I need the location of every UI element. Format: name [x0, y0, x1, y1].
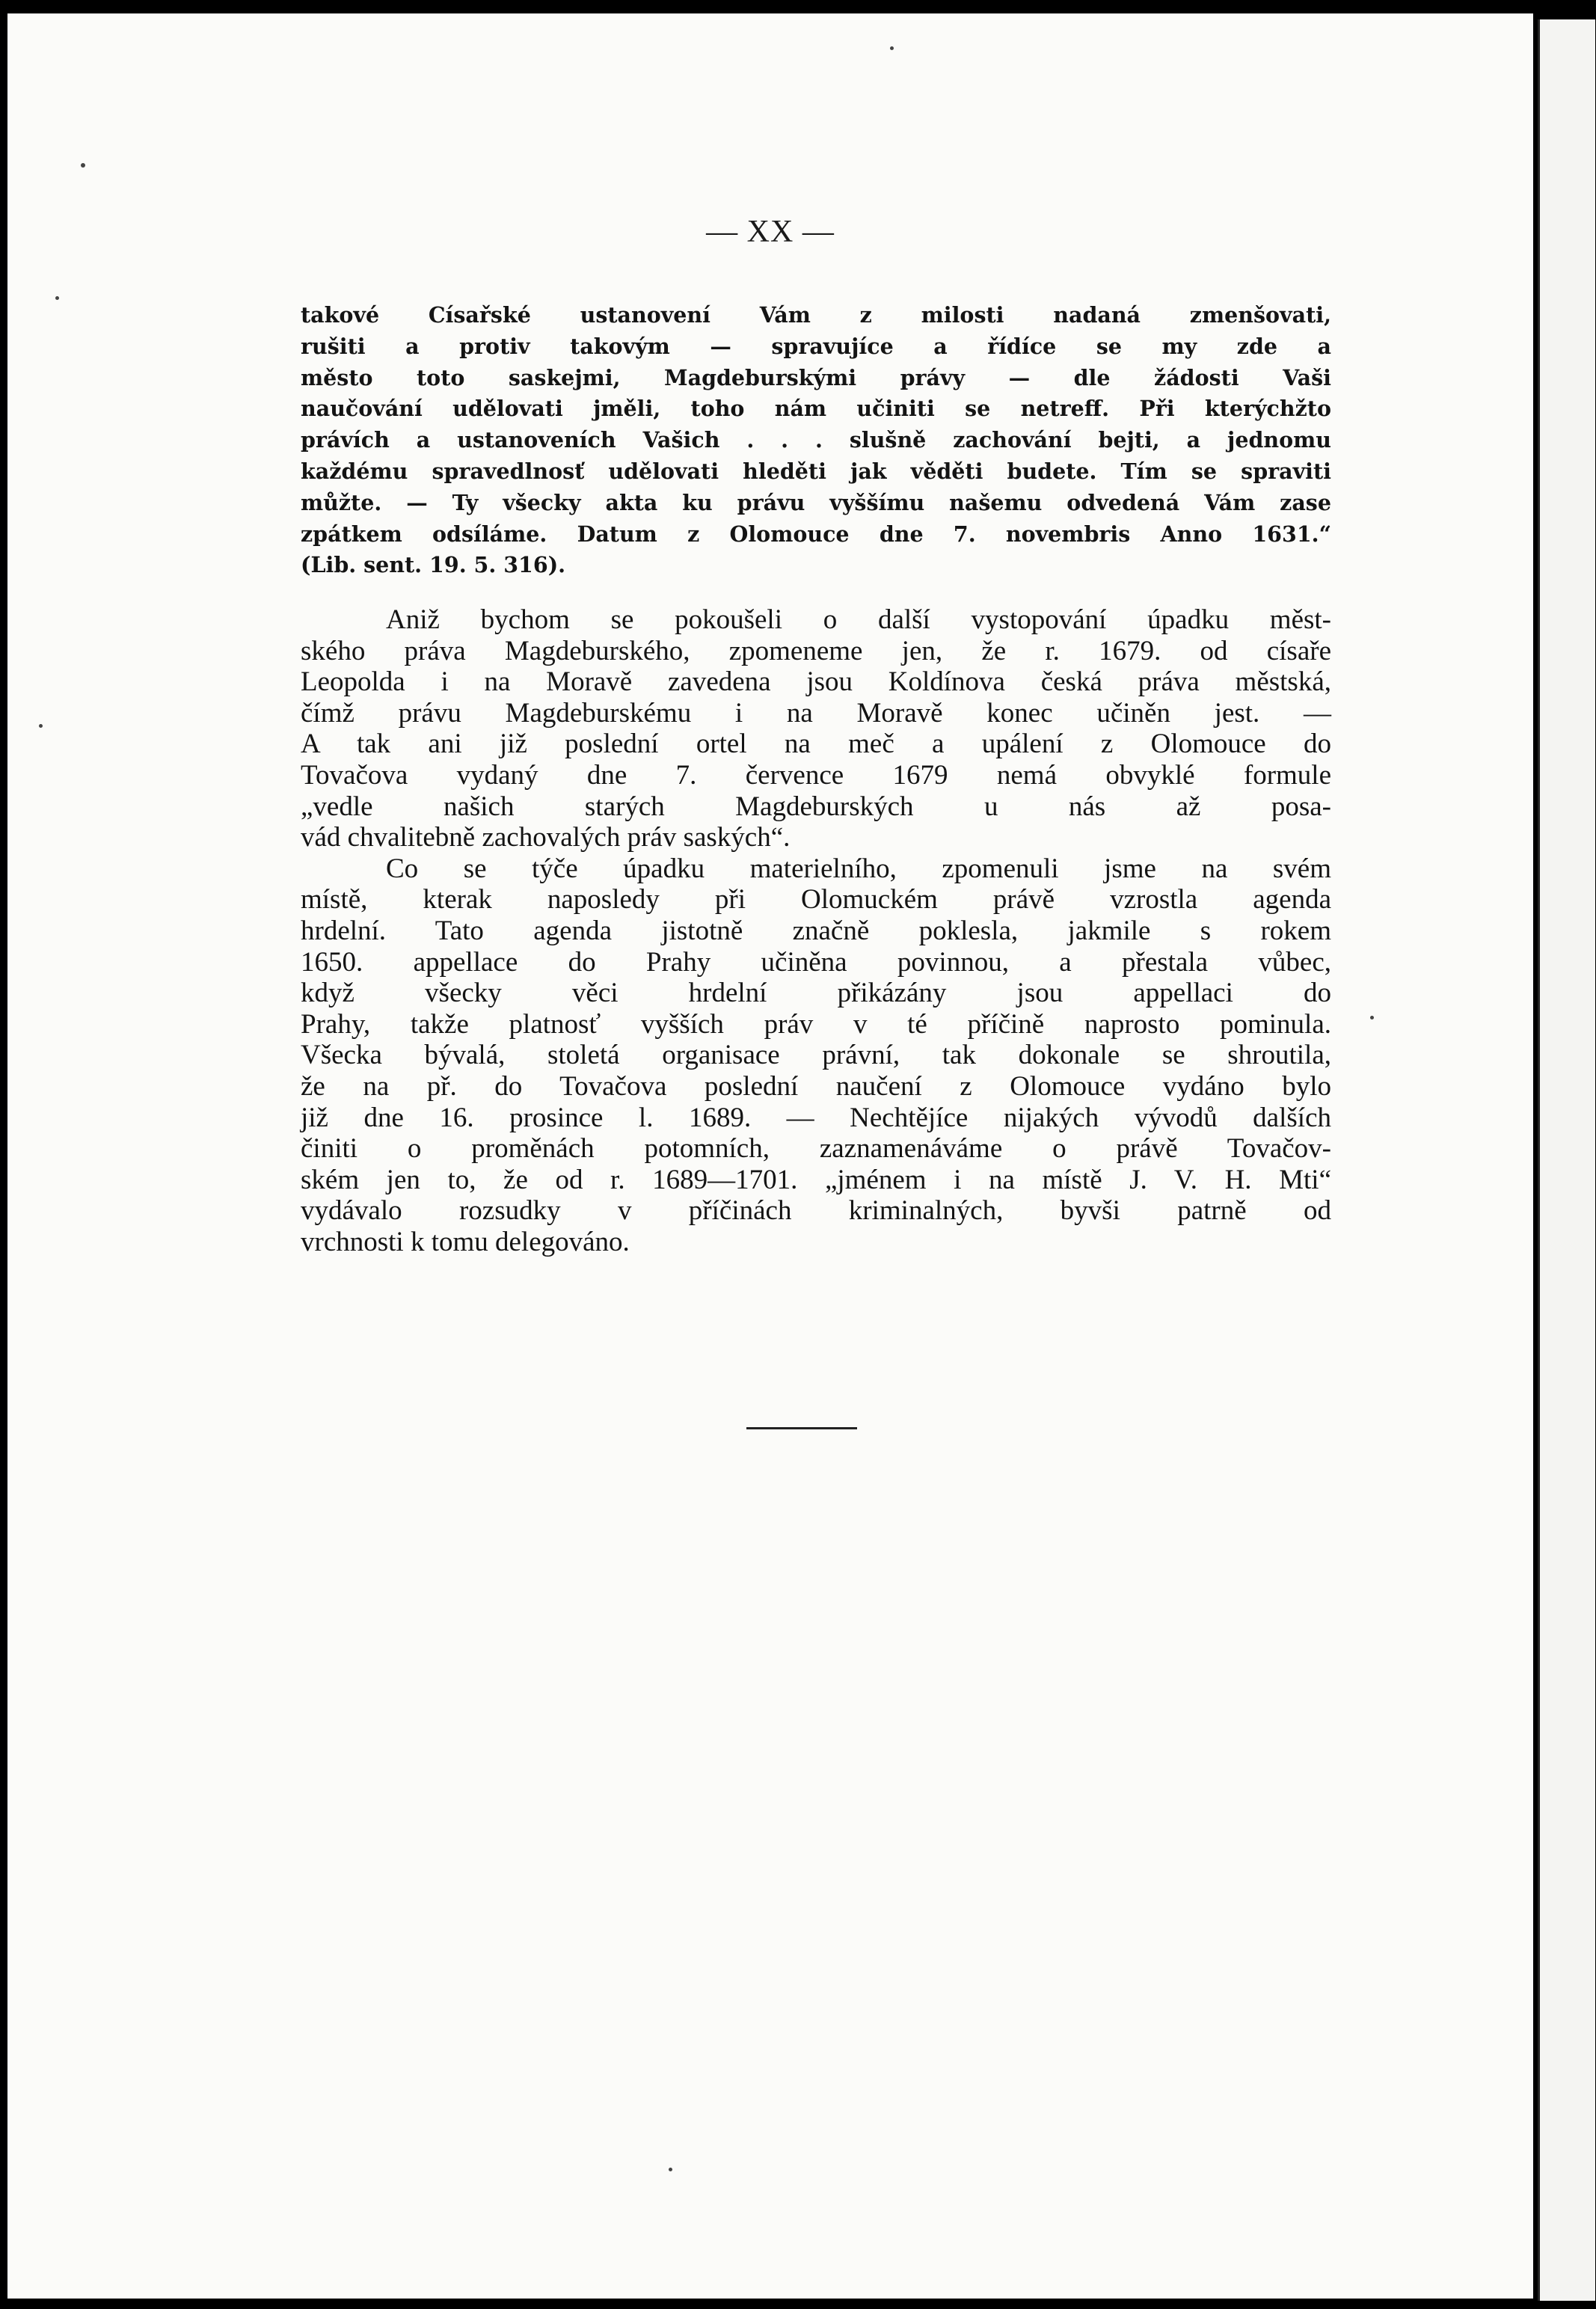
text-line: čímž právu Magdeburskému i na Moravě konec učiněn jest. —: [301, 697, 1331, 729]
quote-line: takové Císařské ustanovení Vám z milosti nadaná zmenšovati,: [301, 302, 1331, 328]
text-line: vydávalo rozsudky v příčinách kriminalných, byvši patrně od: [301, 1195, 1331, 1227]
text-line: že na př. do Tovačova poslední naučení z Olomouce vydáno bylo: [301, 1070, 1331, 1102]
text-line: hrdelní. Tato agenda jistotně značně poklesla, jakmile s rokem: [301, 915, 1331, 946]
quote-line: naučování udělovati jměli, toho nám učiniti se netreff. Při kterýchžto: [301, 396, 1331, 422]
text-line: když všecky věci hrdelní přikázány jsou appellaci do: [301, 978, 1331, 1009]
quote-line: zpátkem odsíláme. Datum z Olomouce dne 7. novembris Anno 1631.“: [301, 521, 1331, 547]
paragraph-1: [301, 604, 1331, 853]
text-line: Leopolda i na Moravě zavedena jsou Koldínova česká práva městská,: [301, 666, 1331, 698]
text-line: činiti o proměnách potomních, zaznamenáváme o právě Tovačov-: [301, 1133, 1331, 1165]
print-speck: [55, 296, 59, 300]
quote-line: každému spravedlnosť udělovati hleděti jak věděti budete. Tím se spraviti: [301, 458, 1331, 484]
text-line: ského práva Magdeburského, zpomeneme jen, že r. 1679. od císaře: [301, 635, 1331, 666]
print-speck: [1370, 1016, 1374, 1019]
text-line: Prahy, takže platnosť vyšších práv v té příčině naprosto pominula.: [301, 1008, 1331, 1040]
page-number: — XX —: [706, 215, 835, 249]
body-text: [301, 604, 1331, 1257]
text-line: Všecka bývalá, stoletá organisace právní, tak dokonale se shroutila,: [301, 1040, 1331, 1071]
text-line: ském jen to, že od r. 1689—1701. „jménem i na místě J. V. H. Mti“: [301, 1164, 1331, 1195]
text-line: místě, kterak naposledy při Olomuckém právě vzrostla agenda: [301, 884, 1331, 916]
text-line: vrchnosti k tomu delegováno.: [301, 1226, 630, 1257]
text-line: Co se týče úpadku materielního, zpomenuli jsme na svém: [386, 853, 1331, 884]
print-speck: [39, 724, 43, 728]
text-line: 1650. appellace do Prahy učiněna povinnou, a přestala vůbec,: [301, 946, 1331, 978]
print-speck: [81, 163, 85, 168]
adjacent-page-edge: [1538, 19, 1595, 2301]
quote-line: můžte. — Ty všecky akta ku právu vyššímu našemu odvedená Vám zase: [301, 489, 1331, 515]
text-line: A tak ani již poslední ortel na meč a upálení z Olomouce do: [301, 729, 1331, 760]
quoted-passage: [301, 300, 1331, 581]
closing-rule: [746, 1427, 857, 1429]
quote-line: rušiti a protiv takovým — spravujíce a řídíce se my zde a: [301, 333, 1331, 359]
text-line: „vedle našich starých Magdeburských u nás až posa-: [301, 791, 1331, 822]
quote-line: město toto saskejmi, Magdeburskými právy — dle žádosti Vaši: [301, 364, 1331, 390]
book-page: [7, 13, 1533, 2299]
print-speck: [669, 2168, 672, 2171]
text-line: již dne 16. prosince l. 1689. — Nechtějíce nijakých vývodů dalších: [301, 1102, 1331, 1133]
text-line: vád chvalitebně zachovalých práv saských“.: [301, 822, 791, 853]
print-speck: [890, 46, 894, 50]
quote-line: právích a ustanoveních Vašich . . . slušně zachování bejti, a jednomu: [301, 427, 1331, 453]
quote-line: (Lib. sent. 19. 5. 316).: [301, 552, 566, 578]
text-line: Tovačova vydaný dne 7. července 1679 nemá obvyklé formule: [301, 759, 1331, 791]
text-line: Aniž bychom se pokoušeli o další vystopování úpadku měst-: [386, 604, 1331, 635]
paragraph-2: [301, 853, 1331, 1258]
